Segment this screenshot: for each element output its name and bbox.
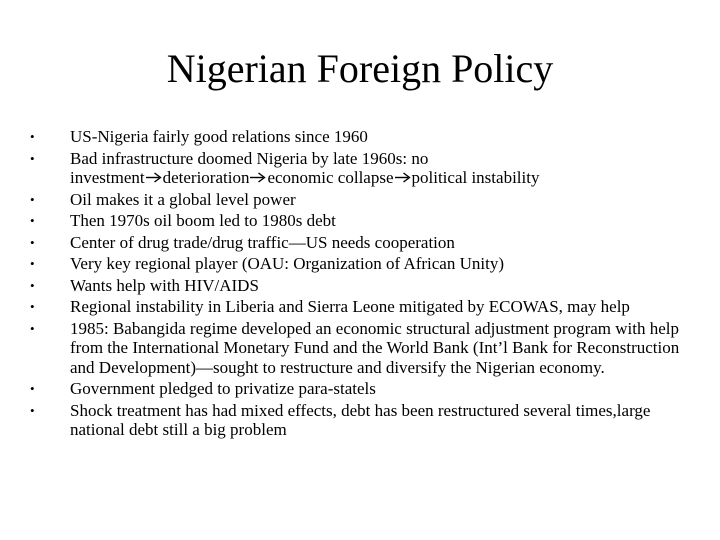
right-arrow-icon — [395, 172, 411, 183]
right-arrow-icon — [146, 172, 162, 183]
chain-term: political instability — [411, 168, 540, 187]
bullet-text: 1985: Babangida regime developed an economic structural adjustment program with help from the International Monetary Fund and the World Bank (Int’l Bank for Reconstruction and Development)—sought to restructure and diversify the Nigerian economy. — [70, 318, 680, 377]
bullet-text: Shock treatment has had mixed effects, debt has been restructured several times,large national debt still a big problem — [70, 400, 651, 439]
bullet-item — [30, 319, 680, 378]
bullet-item — [30, 190, 680, 210]
bullet-text: Center of drug trade/drug traffic—US needs cooperation — [70, 232, 455, 252]
bullet-marker: • — [30, 234, 35, 250]
chain-term: deterioration — [162, 168, 250, 187]
bullet-text: Oil makes it a global level power — [70, 189, 296, 209]
bullet-text: Wants help with HIV/AIDS — [70, 275, 259, 295]
bullet-text: Then 1970s oil boom led to 1980s debt — [70, 211, 336, 230]
chain-term: investment — [70, 168, 145, 187]
bullet-text: Regional instability in Liberia and Sierra Leone mitigated by ECOWAS, may help — [70, 297, 630, 316]
bullet-marker: • — [30, 191, 35, 207]
bullet-item — [30, 127, 680, 147]
bullet-marker: • — [30, 299, 35, 314]
bullet-marker: • — [30, 277, 35, 293]
bullet-item — [30, 379, 680, 399]
bullet-marker: • — [30, 129, 35, 144]
bullet-marker: • — [30, 213, 35, 228]
slide-title: Nigerian Foreign Policy — [166, 46, 554, 91]
bullet-item — [30, 254, 680, 274]
bullet-text: Government pledged to privatize para-statels — [70, 379, 376, 398]
bullet-marker: • — [30, 381, 35, 396]
bullet-item — [30, 233, 680, 253]
bullet-item — [30, 276, 680, 296]
bullet-item — [30, 149, 680, 188]
bullet-text: Bad infrastructure doomed Nigeria by late 1960s: no — [70, 148, 429, 168]
bullet-marker: • — [30, 402, 35, 418]
chain-term: economic collapse — [267, 168, 394, 187]
bullet-item — [30, 297, 680, 317]
bullet-marker: • — [30, 256, 35, 271]
right-arrow-icon — [250, 172, 266, 183]
bullet-text: US-Nigeria fairly good relations since 1960 — [70, 127, 368, 146]
bullet-list — [30, 127, 680, 442]
bullet-item — [30, 401, 680, 440]
bullet-marker: • — [30, 150, 35, 166]
bullet-text: Very key regional player (OAU: Organization of African Unity) — [70, 254, 504, 273]
bullet-item — [30, 211, 680, 231]
bullet-marker: • — [30, 320, 35, 336]
